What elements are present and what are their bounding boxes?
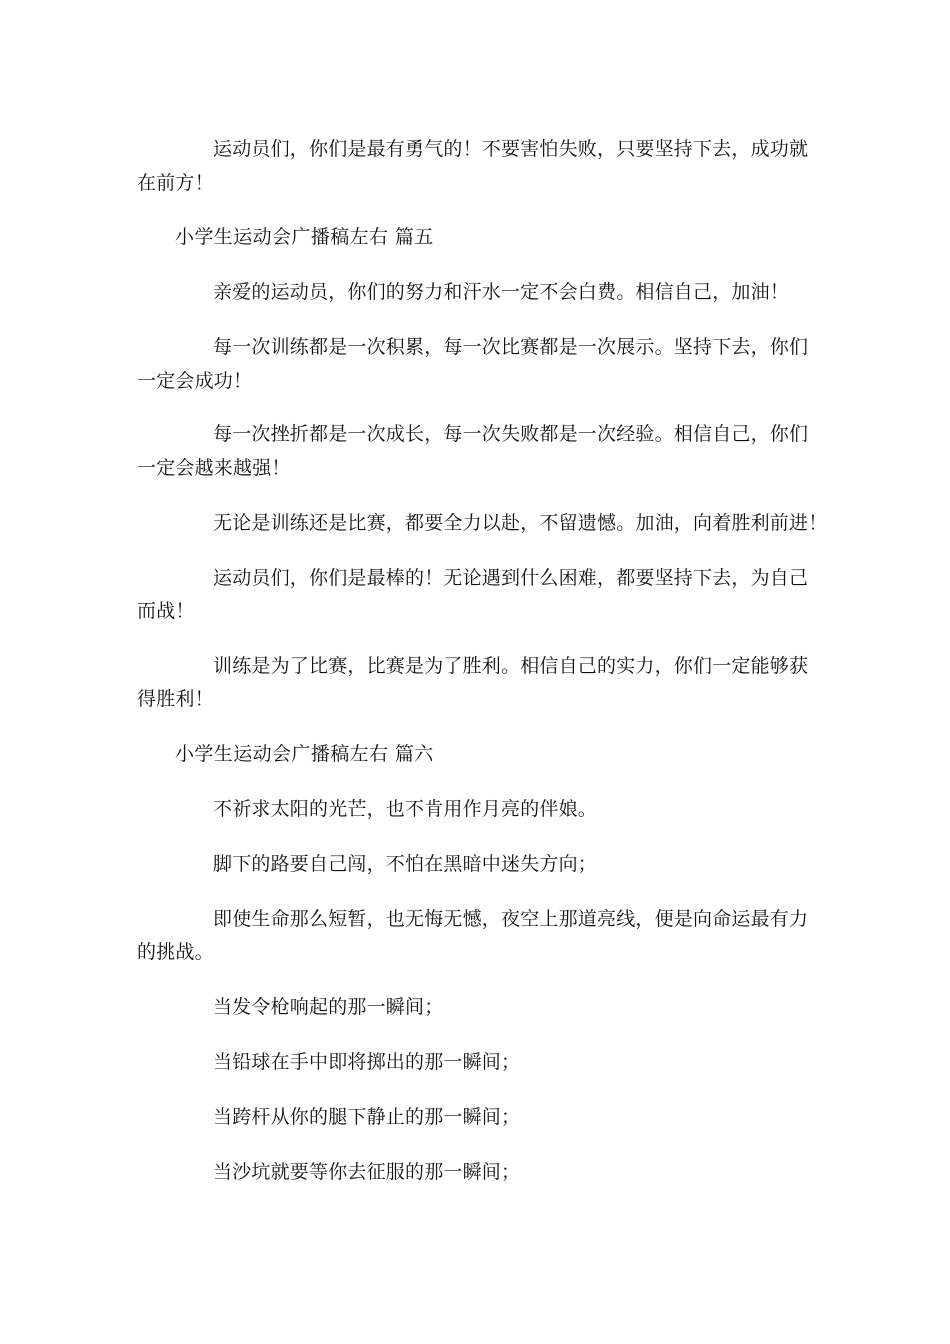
paragraph-6-line-1: 运动员们，你们是最棒的！无论遇到什么困难，都要坚持下去，为自己: [213, 567, 809, 589]
paragraph-13-line-1: 当跨杆从你的腿下静止的那一瞬间；: [213, 1106, 521, 1128]
paragraph-2-line-1: 亲爱的运动员，你们的努力和汗水一定不会白费。相信自己，加油！: [213, 281, 790, 303]
section-heading-6: 小学生运动会广播稿左右 篇六: [175, 743, 434, 765]
paragraph-10-line-1: 即使生命那么短暂，也无悔无憾，夜空上那道亮线，便是向命运最有力: [213, 908, 809, 930]
paragraph-4-line-1: 每一次挫折都是一次成长，每一次失败都是一次经验。相信自己，你们: [213, 423, 809, 445]
paragraph-4-line-2: 一定会越来越强！: [137, 457, 291, 479]
paragraph-7-line-1: 训练是为了比赛，比赛是为了胜利。相信自己的实力，你们一定能够获: [213, 655, 809, 677]
paragraph-3-line-2: 一定会成功！: [137, 370, 253, 392]
paragraph-10-line-2: 的挑战。: [137, 941, 214, 963]
paragraph-12-line-1: 当铅球在手中即将掷出的那一瞬间；: [213, 1051, 521, 1073]
paragraph-3-line-1: 每一次训练都是一次积累，每一次比赛都是一次展示。坚持下去，你们: [213, 336, 809, 358]
paragraph-11-line-1: 当发令枪响起的那一瞬间；: [213, 996, 444, 1018]
section-heading-5: 小学生运动会广播稿左右 篇五: [175, 226, 434, 248]
paragraph-1-line-1: 运动员们，你们是最有勇气的！不要害怕失败，只要坚持下去，成功就: [213, 138, 809, 160]
paragraph-7-line-2: 得胜利！: [137, 688, 214, 710]
paragraph-6-line-2: 而战！: [137, 600, 195, 622]
paragraph-14-line-1: 当沙坑就要等你去征服的那一瞬间；: [213, 1161, 521, 1183]
paragraph-9-line-1: 脚下的路要自己闯，不怕在黑暗中迷失方向；: [213, 853, 598, 875]
paragraph-8-line-1: 不祈求太阳的光芒，也不肯用作月亮的伴娘。: [213, 798, 598, 820]
paragraph-1-line-2: 在前方！: [137, 172, 214, 194]
paragraph-5-line-1: 无论是训练还是比赛，都要全力以赴，不留遗憾。加油，向着胜利前进！: [213, 512, 828, 534]
